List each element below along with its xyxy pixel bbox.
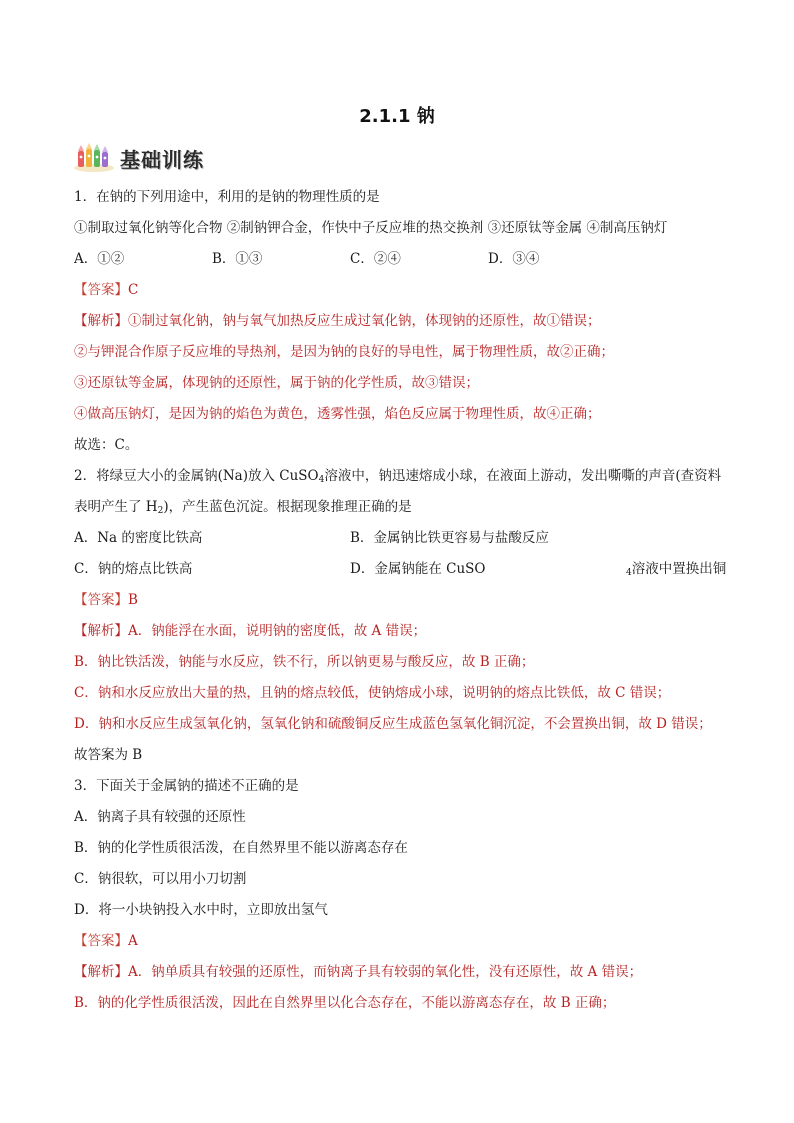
- q2-stem-line2: [74, 492, 734, 523]
- q1-option-c: C．②④: [350, 251, 401, 267]
- q3-option-a: A．钠离子具有较强的还原性: [74, 809, 246, 825]
- q1-option-a: A．①②: [74, 251, 125, 267]
- q2-stem-text: 表明产生了 H: [74, 499, 158, 515]
- analysis-label: 【解析】: [74, 313, 128, 329]
- answer-label: 【答案】: [74, 592, 128, 608]
- q2-stem-line1: [74, 461, 734, 492]
- analysis-label: 【解析】: [74, 964, 128, 980]
- analysis-text: ①制过氧化钠，钠与氧气加热反应生成过氧化钠，体现钠的还原性，故①错误；: [128, 313, 601, 329]
- q2-option-d: [350, 554, 727, 585]
- document-body: [74, 182, 734, 1019]
- q2-stem-text: )，产生蓝色沉淀。根据现象推理正确的是: [163, 499, 412, 515]
- q2-analysis-3: D．钠和水反应生成氢氧化钠，氢氧化钠和硫酸铜反应生成蓝色氢氧化铜沉淀，不会置换出铜，故 D 错误；: [74, 716, 712, 732]
- answer-label: 【答案】: [74, 282, 128, 298]
- q2-analysis-0: [74, 616, 734, 647]
- q1-items: ①制取过氧化钠等化合物 ②制钠钾合金，作快中子反应堆的热交换剂 ③还原钛等金属 ④制高压钠灯: [74, 220, 668, 236]
- q3-analysis-1: B．钠的化学性质很活泼，因此在自然界里以化合态存在，不能以游离态存在，故 B 正确；: [74, 995, 616, 1011]
- q1-conclusion: 故选：C。: [74, 437, 139, 453]
- analysis-text: A．钠能浮在水面，说明钠的密度低，故 A 错误；: [128, 623, 427, 639]
- q3-answer: [74, 926, 734, 957]
- q3-option-c: C．钠很软，可以用小刀切割: [74, 871, 247, 887]
- q2-answer: [74, 585, 734, 616]
- subscript: 2: [157, 506, 164, 516]
- q3-analysis-0: [74, 957, 734, 988]
- q2-conclusion: 故答案为 B: [74, 747, 143, 763]
- q2-stem-text: 2．将绿豆大小的金属钠(Na)放入 CuSO: [74, 468, 319, 484]
- q3-option-d: D．将一小块钠投入水中时，立即放出氢气: [74, 902, 328, 918]
- answer-label: 【答案】: [74, 933, 128, 949]
- q2-option-b: B．金属钠比铁更容易与盐酸反应: [350, 530, 549, 546]
- q2-options-row1: [74, 523, 734, 554]
- crayons-icon: [72, 143, 116, 173]
- option-text: 溶液中置换出铜: [631, 561, 727, 577]
- q2-analysis-1: B．钠比铁活泼，钠能与水反应，铁不行，所以钠更易与酸反应，故 B 正确；: [74, 654, 535, 670]
- q3-option-b: B．钠的化学性质很活泼，在自然界里不能以游离态存在: [74, 840, 408, 856]
- q2-options-row2: [74, 554, 734, 585]
- q1-answer: [74, 275, 734, 306]
- q1-options: [74, 244, 734, 275]
- q3-answer-value: A: [128, 933, 138, 949]
- q2-answer-value: B: [128, 592, 138, 608]
- page-title: 2.1.1 钠: [359, 106, 435, 127]
- subscript: 4: [318, 475, 325, 485]
- analysis-text: A．钠单质具有较强的还原性，而钠离子具有较弱的氧化性，没有还原性，故 A 错误；: [128, 964, 643, 980]
- q1-answer-value: C: [128, 282, 139, 298]
- q2-stem-text: 溶液中，钠迅速熔成小球，在液面上游动，发出嘶嘶的声音(查资料: [324, 468, 722, 484]
- q2-analysis-2: C．钠和水反应放出大量的热，且钠的熔点较低，使钠熔成小球，说明钠的熔点比铁低，故 C 错误；: [74, 685, 671, 701]
- q1-analysis-0: [74, 306, 734, 337]
- q1-option-d: D．③④: [488, 251, 540, 267]
- analysis-label: 【解析】: [74, 623, 128, 639]
- q3-stem: 3．下面关于金属钠的描述不正确的是: [74, 778, 299, 794]
- section-banner-label: 基础训练: [120, 147, 204, 172]
- q1-analysis-3: ④做高压钠灯，是因为钠的焰色为黄色，透雾性强，焰色反应属于物理性质，故④正确；: [74, 406, 601, 422]
- section-banner: [72, 142, 204, 174]
- q1-analysis-2: ③还原钛等金属，体现钠的还原性，属于钠的化学性质，故③错误；: [74, 375, 479, 391]
- q2-option-c: C．钠的熔点比铁高: [74, 561, 193, 577]
- q2-option-a: A．Na 的密度比铁高: [74, 530, 203, 546]
- subscript: 4: [626, 568, 632, 578]
- q1-option-b: B．①③: [212, 251, 263, 267]
- option-text: D．金属钠能在 CuSO: [350, 561, 486, 577]
- q1-stem: 1．在钠的下列用途中，利用的是钠的物理性质的是: [74, 189, 380, 205]
- q1-analysis-1: ②与钾混合作原子反应堆的导热剂，是因为钠的良好的导电性，属于物理性质，故②正确；: [74, 344, 614, 360]
